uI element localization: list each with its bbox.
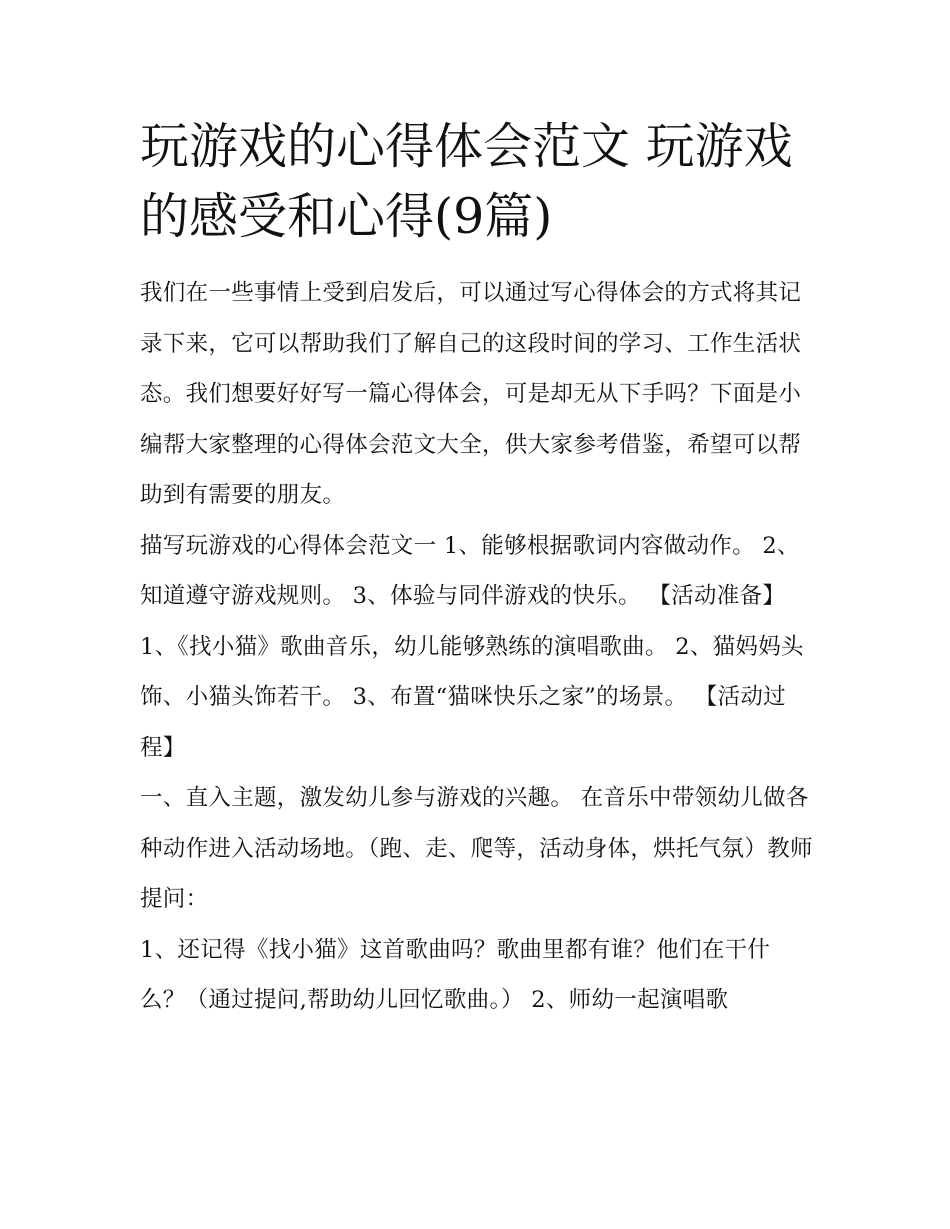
paragraph-preparation: 1、《找小猫》歌曲音乐，幼儿能够熟练的演唱歌曲。 2、猫妈妈头饰、小猫头饰若干。 3、布置“猫咪快乐之家”的场景。 【活动过程】 <box>140 633 804 761</box>
paragraph-process-step-1: 一、直入主题，激发幼儿参与游戏的兴趣。 在音乐中带领幼儿做各种动作进入活动场地。（跑、走、爬等，活动身体，烘托气氛）教师提问： <box>140 785 813 912</box>
paragraph-intro: 我们在一些事情上受到启发后，可以通过写心得体会的方式将其记录下来，它可以帮助我们了解自己的这段时间的学习、工作生活状态。我们想要好好写一篇心得体会，可是却无从下手吗？下面是小编帮大家整理的心得体会范文大全，供大家参考借鉴，希望可以帮助到有需要的朋友。 <box>140 280 802 508</box>
document-body <box>140 268 815 1026</box>
document-title: 玩游戏的心得体会范文 玩游戏的感受和心得(9篇) <box>140 118 793 245</box>
paragraph-objectives: 描写玩游戏的心得体会范文一 1、能够根据歌词内容做动作。 2、知道遵守游戏规则。 3、体验与同伴游戏的快乐。 【活动准备】 <box>140 532 800 609</box>
document-page <box>140 112 815 1026</box>
paragraph-process-questions: 1、还记得《找小猫》这首歌曲吗？歌曲里都有谁？他们在干什么？（通过提问,帮助幼儿回忆歌曲。） 2、师幼一起演唱歌 <box>140 936 771 1013</box>
